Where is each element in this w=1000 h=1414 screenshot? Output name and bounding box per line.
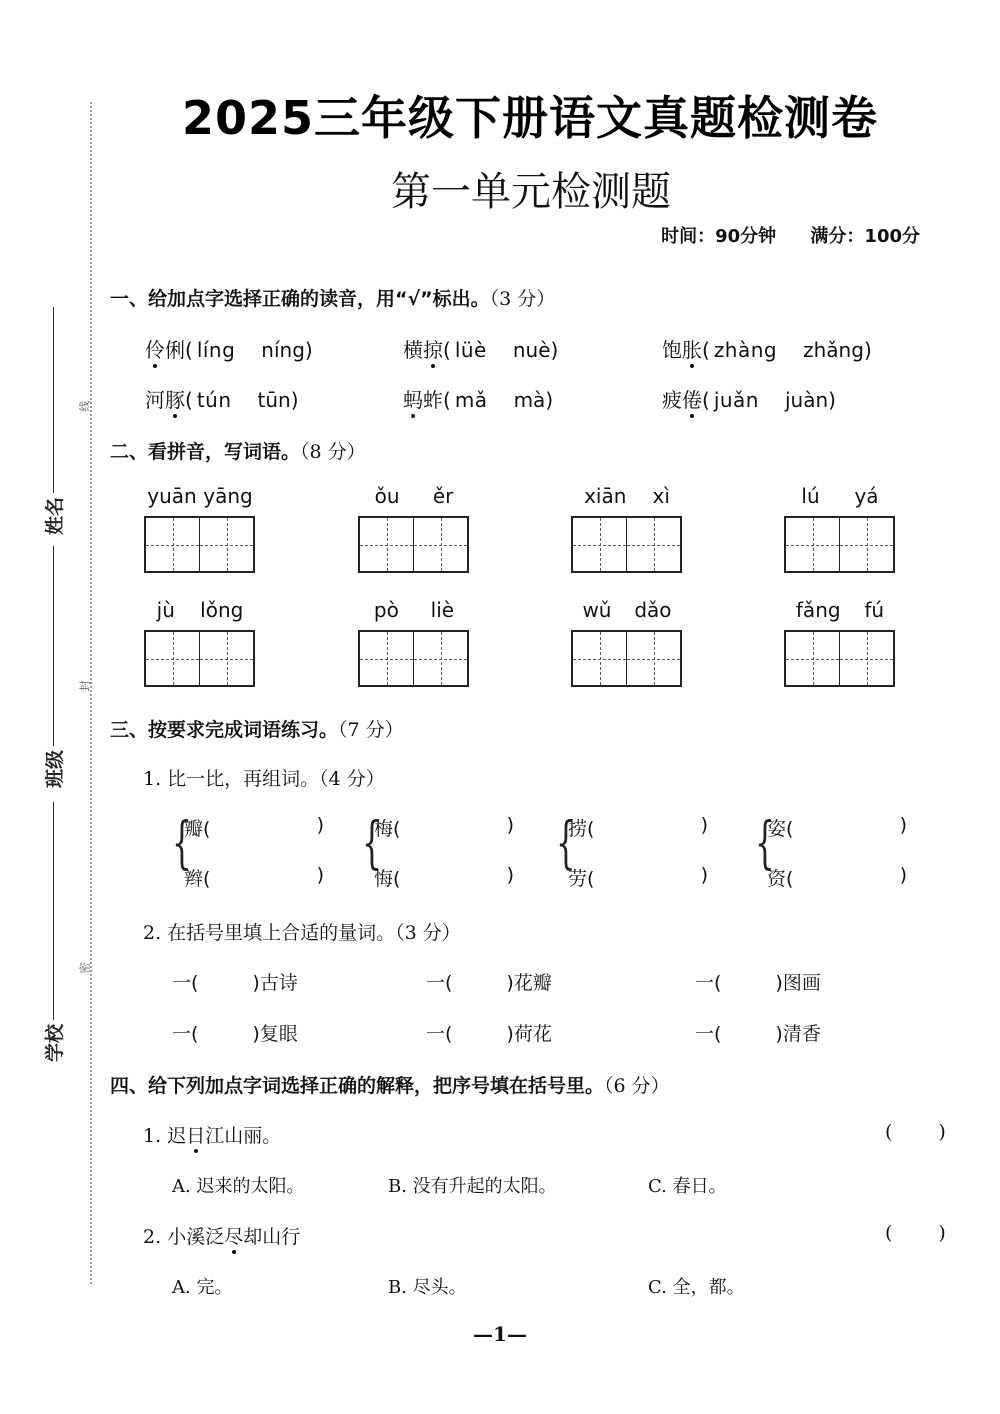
writing-grid[interactable] — [571, 516, 682, 573]
pinyin-choice-item: 疲倦( juǎn juàn) — [662, 388, 836, 412]
pinyin-option[interactable]: tūn — [257, 388, 291, 412]
pinyin-option[interactable]: lüè — [454, 338, 487, 362]
pinyin-choice-item: 饱胀( zhàng zhǎng) — [662, 338, 872, 362]
name-field[interactable] — [40, 307, 67, 535]
section-2-heading: 二、看拼音，写词语。（8 分） — [110, 441, 366, 463]
writing-cell[interactable] — [786, 518, 839, 571]
measure-word-item: 一( )复眼 — [172, 1023, 298, 1045]
compare-pair: { 捞( ) 劳( ) — [556, 811, 708, 890]
writing-cell[interactable] — [573, 518, 626, 571]
measure-word-item: 一( )荷花 — [426, 1023, 552, 1045]
writing-cell[interactable] — [413, 518, 467, 571]
writing-cell[interactable] — [839, 518, 893, 571]
brace-icon: { — [362, 811, 382, 876]
exam-time: 时间：90分钟 — [661, 226, 777, 247]
pinyin-label: lú yá — [801, 484, 879, 508]
exam-meta — [661, 222, 920, 248]
question-4-1: 1. 迟日江山丽。 — [143, 1125, 282, 1147]
school-label: 学校 — [44, 1023, 66, 1062]
writing-cell[interactable] — [626, 632, 680, 685]
pinyin-choice-item: 横掠( lüè nuè) — [403, 338, 559, 362]
measure-word-item: 一( )图画 — [695, 972, 821, 994]
compare-pair: { 梅( ) 悔( ) — [362, 811, 514, 890]
writing-cell[interactable] — [360, 632, 413, 685]
writing-grid[interactable] — [571, 630, 682, 687]
writing-cell[interactable] — [199, 518, 253, 571]
writing-grid[interactable] — [784, 516, 895, 573]
pinyin-grid-item — [571, 598, 683, 687]
choice-b: B. 没有升起的太阳。 — [388, 1176, 557, 1197]
writing-grid[interactable] — [358, 630, 469, 687]
writing-cell[interactable] — [199, 632, 253, 685]
exam-title: 2025三年级下册语文真题检测卷 — [181, 91, 879, 145]
pinyin-choice-item: 蚂蚱( mǎ mà) — [403, 388, 554, 412]
school-field[interactable] — [40, 802, 67, 1062]
pinyin-option[interactable]: tún — [196, 388, 232, 412]
compare-pair: { 姿( ) 资( ) — [755, 811, 907, 890]
writing-grid[interactable] — [144, 630, 255, 687]
name-label: 姓名 — [44, 496, 66, 535]
writing-cell[interactable] — [839, 632, 893, 685]
seal-mark-xian: 线 — [78, 400, 92, 412]
class-field[interactable] — [40, 546, 67, 788]
pinyin-label: fǎng fú — [795, 598, 885, 622]
name-input-line[interactable] — [53, 307, 54, 493]
brace-icon: { — [755, 811, 775, 876]
compare-pair: { 瓣( ) 辫( ) — [172, 811, 324, 890]
pinyin-grid-item — [571, 484, 683, 573]
writing-grid[interactable] — [358, 516, 469, 573]
writing-grid[interactable] — [784, 630, 895, 687]
seal-mark-feng: 封 — [78, 680, 92, 692]
measure-word-item: 一( )清香 — [695, 1023, 821, 1045]
pinyin-label: wǔ dǎo — [582, 598, 672, 622]
pinyin-label: xiān xì — [584, 484, 670, 508]
page-number: —1— — [473, 1322, 527, 1346]
class-label: 班级 — [44, 749, 66, 788]
pinyin-option[interactable]: zhǎng — [803, 338, 864, 362]
brace-icon: { — [172, 811, 192, 876]
pinyin-option[interactable]: juàn — [784, 388, 829, 412]
pinyin-option[interactable]: juǎn — [713, 388, 759, 412]
pinyin-grid-item — [358, 598, 470, 687]
pinyin-choice-item: 伶俐( líng níng) — [145, 338, 313, 362]
section-3-part-1-label: 1. 比一比，再组词。（4 分） — [143, 768, 385, 790]
brace-icon: { — [556, 811, 576, 876]
writing-cell[interactable] — [413, 632, 467, 685]
writing-cell[interactable] — [360, 518, 413, 571]
pinyin-option[interactable]: mǎ — [454, 388, 488, 412]
pinyin-label: ǒu ěr — [374, 484, 454, 508]
writing-cell[interactable] — [786, 632, 839, 685]
exam-full-score: 满分：100分 — [810, 226, 920, 247]
writing-grid[interactable] — [144, 516, 255, 573]
question-4-2: 2. 小溪泛尽却山行 — [143, 1226, 301, 1248]
exam-subtitle: 第一单元检测题 — [391, 169, 671, 215]
pinyin-grid-item — [144, 484, 256, 573]
measure-word-item: 一( )古诗 — [172, 972, 298, 994]
seal-mark-mi: 密 — [78, 962, 92, 974]
pinyin-grid-item — [784, 484, 896, 573]
pinyin-label: jù lǒng — [156, 598, 244, 622]
choice-c: C. 全，都。 — [648, 1277, 745, 1298]
section-3-part-2-label: 2. 在括号里填上合适的量词。（3 分） — [143, 922, 461, 944]
section-3-heading: 三、按要求完成词语练习。（7 分） — [110, 719, 404, 741]
choice-a: A. 完。 — [172, 1277, 233, 1298]
pinyin-grid-item — [784, 598, 896, 687]
pinyin-label: yuān yāng — [147, 484, 253, 508]
choice-b: B. 尽头。 — [388, 1277, 467, 1298]
pinyin-grid-item — [144, 598, 256, 687]
writing-cell[interactable] — [146, 518, 199, 571]
pinyin-option[interactable]: mà — [513, 388, 546, 412]
pinyin-label: pò liè — [373, 598, 455, 622]
school-input-line[interactable] — [53, 802, 54, 1020]
pinyin-choice-item: 河豚( tún tūn) — [145, 388, 299, 412]
section-1-heading: 一、给加点字选择正确的读音，用“√”标出。（3 分） — [110, 288, 556, 310]
writing-cell[interactable] — [146, 632, 199, 685]
class-input-line[interactable] — [53, 546, 54, 746]
writing-cell[interactable] — [573, 632, 626, 685]
pinyin-option[interactable]: níng — [261, 338, 305, 362]
pinyin-option[interactable]: zhàng — [713, 338, 778, 362]
pinyin-grid-item — [358, 484, 470, 573]
pinyin-option[interactable]: nuè — [512, 338, 551, 362]
measure-word-item: 一( )花瓣 — [426, 972, 552, 994]
answer-box[interactable]: ( ) — [885, 1121, 946, 1143]
binding-dotted-line — [90, 102, 92, 1284]
section-4-heading: 四、给下列加点字词选择正确的解释，把序号填在括号里。（6 分） — [110, 1075, 670, 1097]
pinyin-option[interactable]: líng — [196, 338, 236, 362]
answer-box[interactable]: ( ) — [885, 1222, 946, 1244]
choice-c: C. 春日。 — [648, 1176, 727, 1197]
choice-a: A. 迟来的太阳。 — [172, 1176, 305, 1197]
writing-cell[interactable] — [626, 518, 680, 571]
